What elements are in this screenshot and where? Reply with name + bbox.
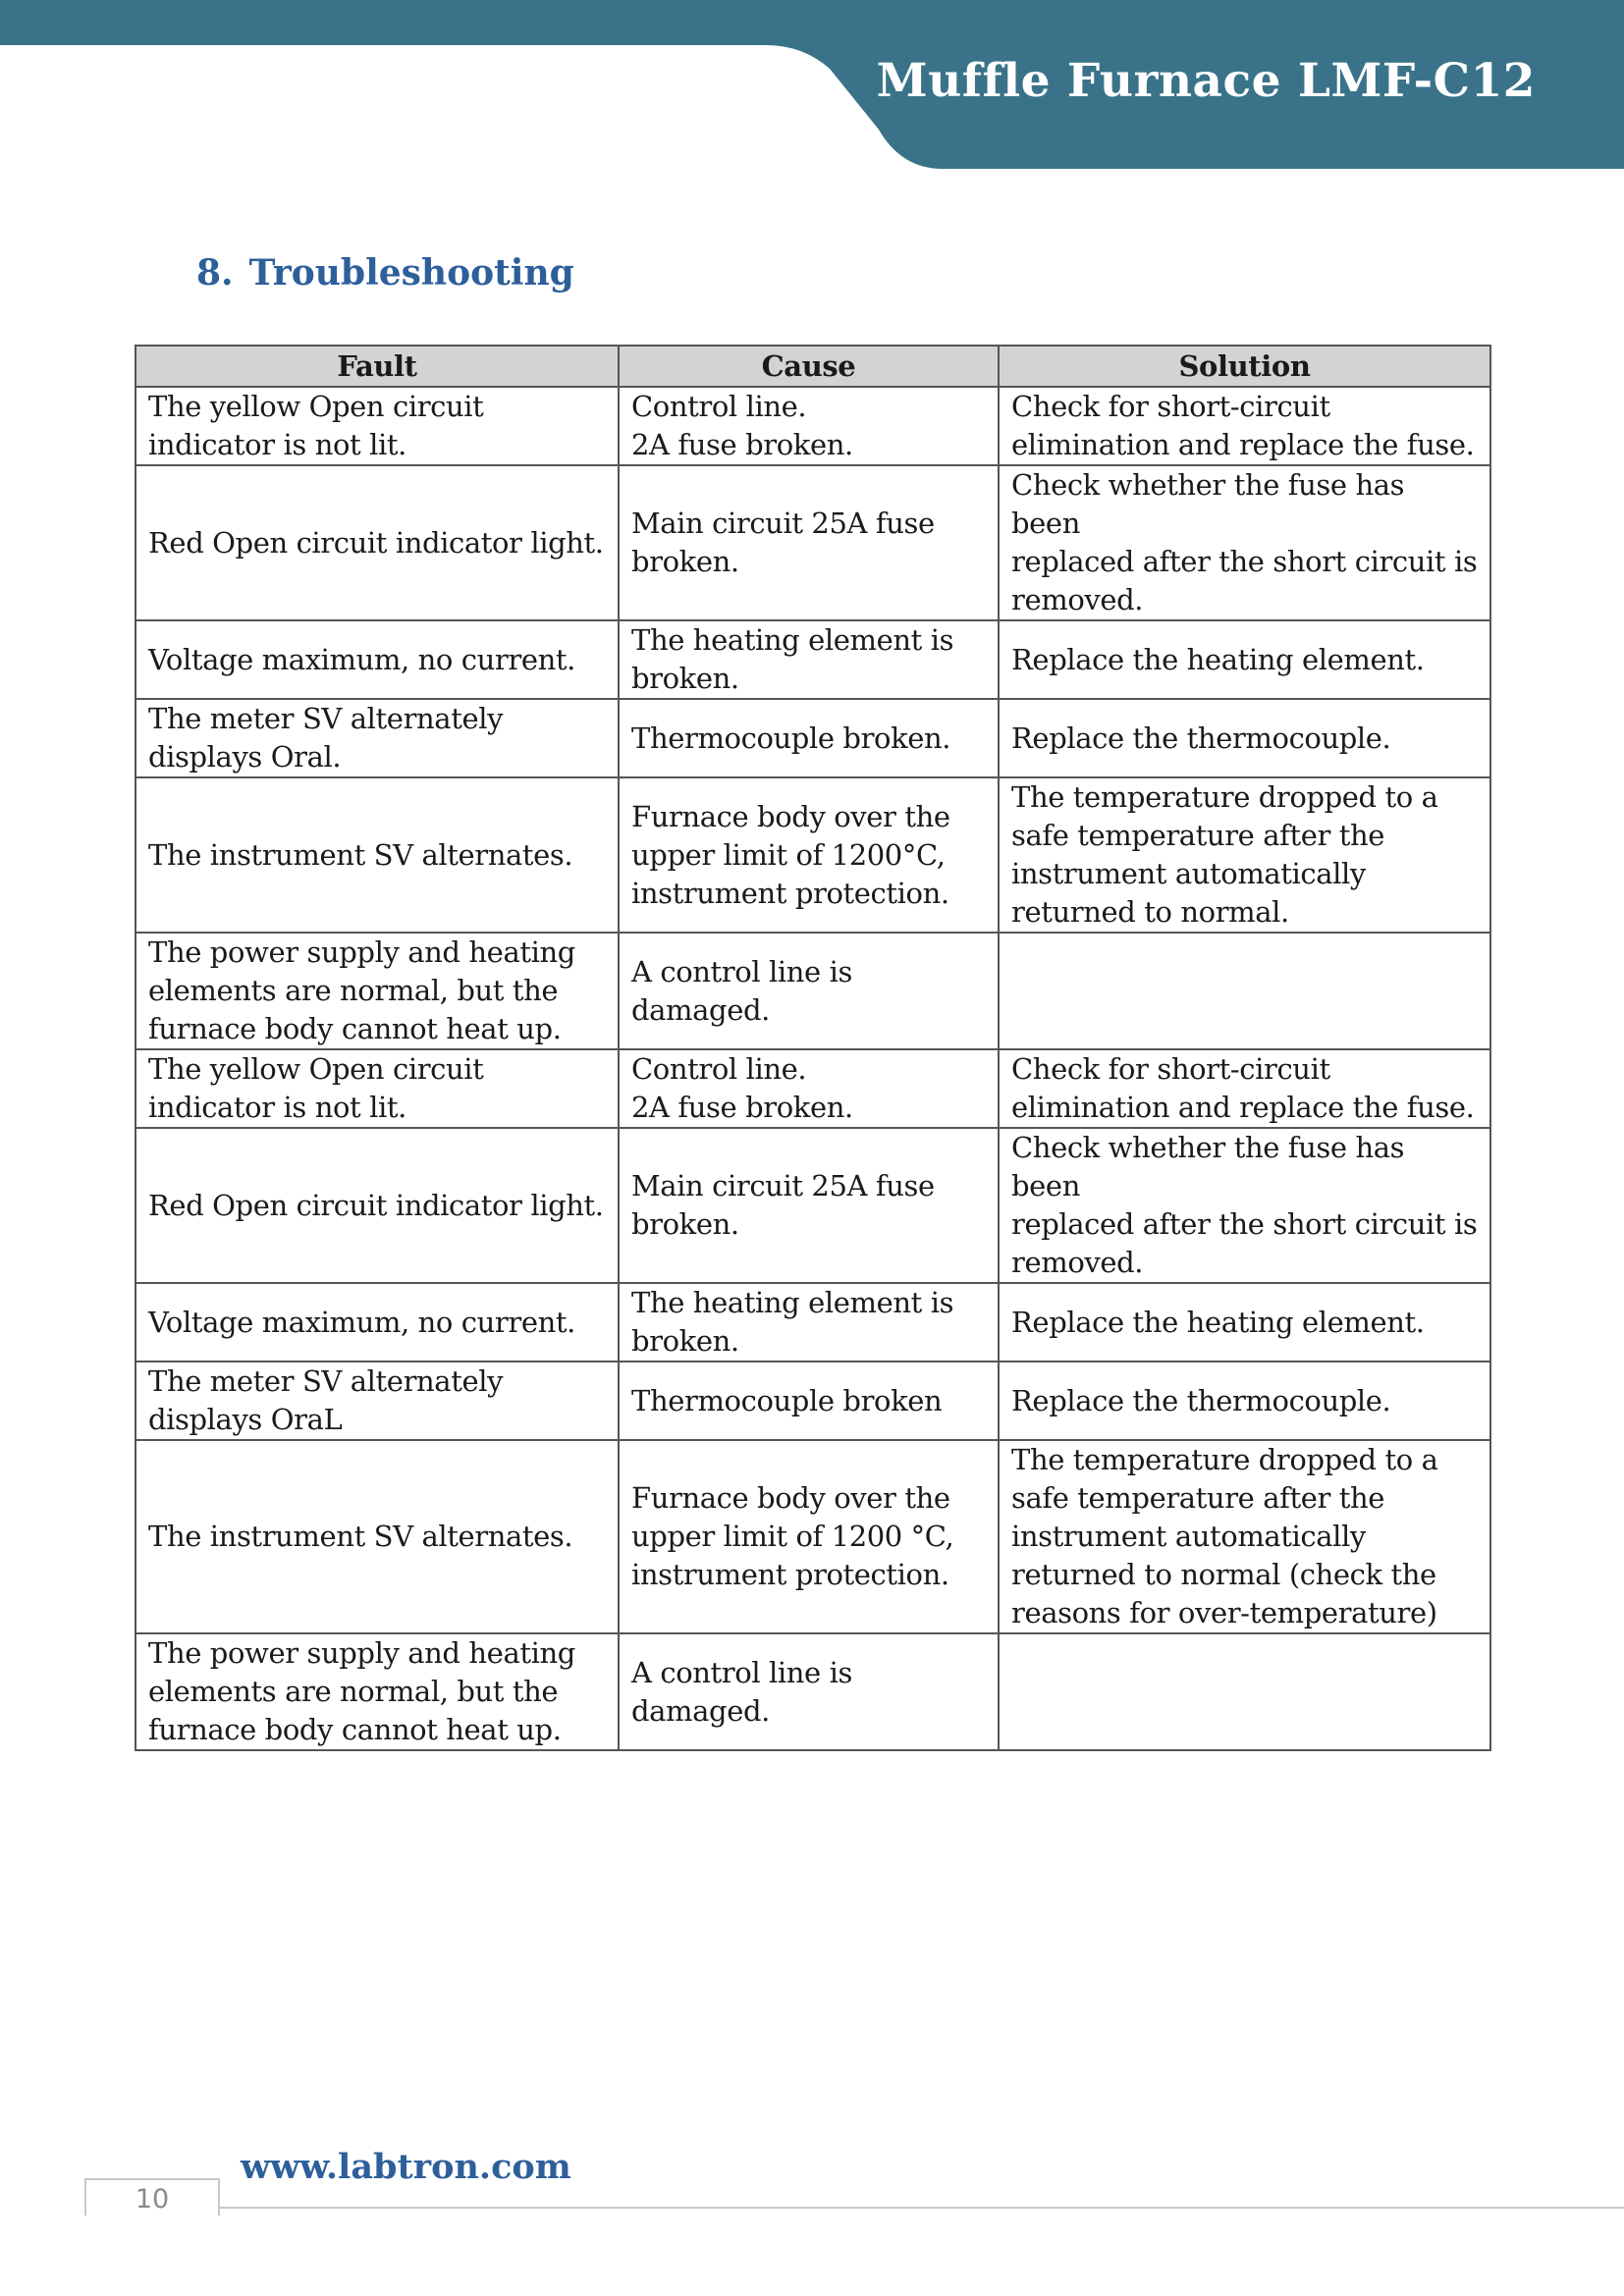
table-row xyxy=(135,620,1490,699)
fault-cell: The yellow Open circuit indicator is not lit. xyxy=(135,1049,619,1128)
table-row xyxy=(135,1440,1490,1633)
cause-cell: Furnace body over the upper limit of 1200°C, instrument protection. xyxy=(619,777,999,933)
troubleshooting-table xyxy=(135,345,1491,1751)
table-row xyxy=(135,387,1490,465)
fault-cell: The meter SV alternately displays Oral. xyxy=(135,699,619,777)
header-fault: Fault xyxy=(135,346,619,387)
table-row xyxy=(135,699,1490,777)
solution-cell: Check for short-circuit elimination and replace the fuse. xyxy=(999,1049,1490,1128)
table-row xyxy=(135,1049,1490,1128)
solution-cell: The temperature dropped to a safe temperature after the instrument automatically returned to normal (check the reasons for over-temperature) xyxy=(999,1440,1490,1633)
footer-divider xyxy=(218,2207,1624,2209)
footer-website-link[interactable]: www.labtron.com xyxy=(241,2147,571,2187)
fault-cell: Voltage maximum, no current. xyxy=(135,1283,619,1362)
header-cause: Cause xyxy=(619,346,999,387)
cause-cell: Main circuit 25A fuse broken. xyxy=(619,465,999,620)
solution-cell xyxy=(999,933,1490,1049)
cause-cell: Control line. 2A fuse broken. xyxy=(619,387,999,465)
solution-cell: Check for short-circuit elimination and replace the fuse. xyxy=(999,387,1490,465)
header-solution: Solution xyxy=(999,346,1490,387)
section-title: Troubleshooting xyxy=(248,252,574,294)
solution-cell: Check whether the fuse has been replaced after the short circuit is removed. xyxy=(999,465,1490,620)
section-heading xyxy=(196,252,574,294)
fault-cell: Red Open circuit indicator light. xyxy=(135,1128,619,1283)
solution-cell: The temperature dropped to a safe temperature after the instrument automatically returned to normal. xyxy=(999,777,1490,933)
solution-cell: Replace the heating element. xyxy=(999,620,1490,699)
solution-cell: Replace the heating element. xyxy=(999,1283,1490,1362)
cause-cell: Furnace body over the upper limit of 1200 °C, instrument protection. xyxy=(619,1440,999,1633)
solution-cell: Replace the thermocouple. xyxy=(999,699,1490,777)
cause-cell: A control line is damaged. xyxy=(619,933,999,1049)
solution-cell xyxy=(999,1633,1490,1750)
fault-cell: The power supply and heating elements are normal, but the furnace body cannot heat up. xyxy=(135,1633,619,1750)
cause-cell: Thermocouple broken. xyxy=(619,699,999,777)
cause-cell: The heating element is broken. xyxy=(619,1283,999,1362)
table-row xyxy=(135,933,1490,1049)
fault-cell: The power supply and heating elements are normal, but the furnace body cannot heat up. xyxy=(135,933,619,1049)
solution-cell: Check whether the fuse has been replaced after the short circuit is removed. xyxy=(999,1128,1490,1283)
table-row xyxy=(135,1283,1490,1362)
table-header-row xyxy=(135,346,1490,387)
section-number: 8. xyxy=(196,252,234,294)
document-title: Muffle Furnace LMF-C12 xyxy=(876,54,1536,108)
solution-cell: Replace the thermocouple. xyxy=(999,1362,1490,1440)
table-row xyxy=(135,465,1490,620)
fault-cell: The yellow Open circuit indicator is not lit. xyxy=(135,387,619,465)
fault-cell: The instrument SV alternates. xyxy=(135,777,619,933)
fault-cell: The instrument SV alternates. xyxy=(135,1440,619,1633)
table-row xyxy=(135,1128,1490,1283)
cause-cell: Control line. 2A fuse broken. xyxy=(619,1049,999,1128)
cause-cell: The heating element is broken. xyxy=(619,620,999,699)
table-row xyxy=(135,1633,1490,1750)
fault-cell: Voltage maximum, no current. xyxy=(135,620,619,699)
cause-cell: Thermocouple broken xyxy=(619,1362,999,1440)
table-row xyxy=(135,777,1490,933)
cause-cell: A control line is damaged. xyxy=(619,1633,999,1750)
cause-cell: Main circuit 25A fuse broken. xyxy=(619,1128,999,1283)
page-number: 10 xyxy=(84,2178,220,2216)
table-row xyxy=(135,1362,1490,1440)
fault-cell: Red Open circuit indicator light. xyxy=(135,465,619,620)
fault-cell: The meter SV alternately displays OraL xyxy=(135,1362,619,1440)
